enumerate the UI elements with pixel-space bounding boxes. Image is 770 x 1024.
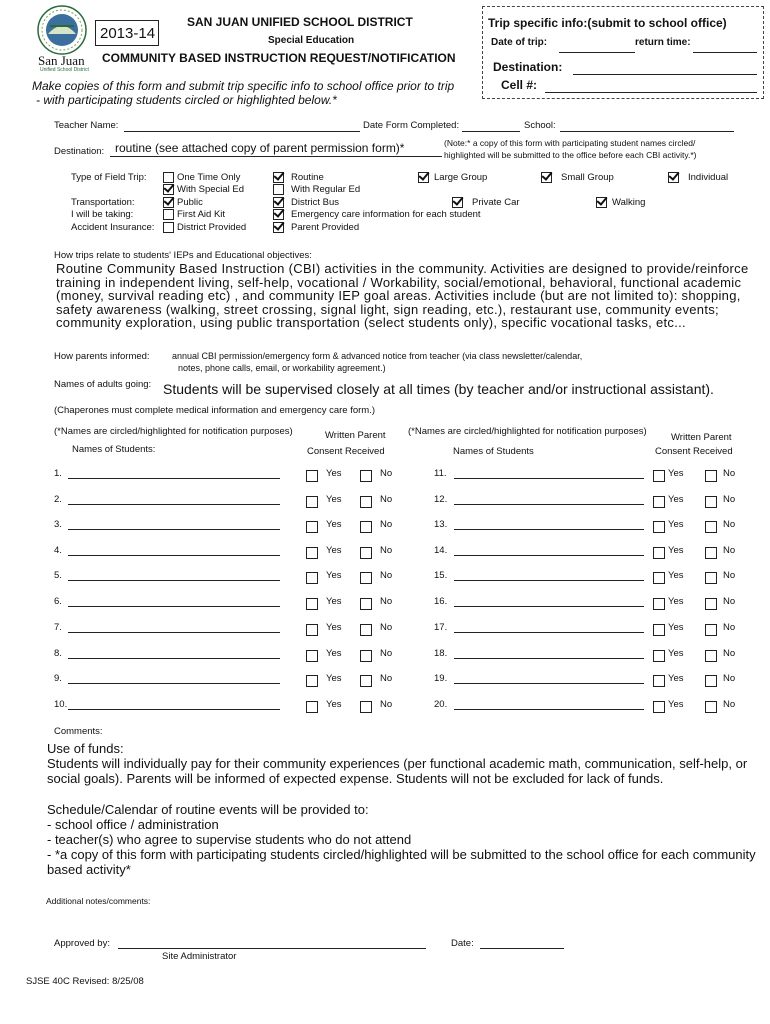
student-number: 6.	[54, 596, 62, 607]
consent-yes-label: Yes	[668, 570, 684, 581]
approved-by-line[interactable]	[118, 948, 426, 949]
student-name-line[interactable]	[68, 529, 280, 530]
consent-yes-label: Yes	[668, 494, 684, 505]
destination-label: Destination:	[54, 146, 105, 157]
teacher-name-label: Teacher Name:	[54, 120, 119, 131]
student-number: 18.	[434, 648, 448, 659]
schedule-item-3: - *a copy of this form with participating students circled/highlighted will be submitted to the school office for each community based activity*	[47, 847, 756, 877]
student-name-line[interactable]	[68, 555, 280, 556]
student-number: 2.	[54, 494, 62, 505]
district-title: SAN JUAN UNIFIED SCHOOL DISTRICT	[187, 15, 413, 29]
emergency-info-checkbox[interactable]	[273, 209, 284, 220]
date-completed-label: Date Form Completed:	[363, 120, 460, 131]
consent-no-checkbox[interactable]	[705, 470, 717, 482]
consent-header-left-2: Consent Received	[307, 446, 385, 457]
student-number: 4.	[54, 545, 62, 556]
consent-no-checkbox[interactable]	[705, 598, 717, 610]
schedule-heading: Schedule/Calendar of routine events will be provided to:	[47, 802, 369, 817]
destination-note-1: (Note:* a copy of this form with participating student names circled/	[444, 138, 696, 148]
type-of-trip-label: Type of Field Trip:	[71, 172, 147, 183]
consent-yes-label: Yes	[668, 673, 684, 684]
adults-going-label: Names of adults going:	[54, 379, 152, 390]
comments-label: Comments:	[54, 726, 103, 737]
consent-no-label: No	[723, 468, 736, 479]
consent-yes-checkbox[interactable]	[653, 675, 665, 687]
consent-no-label: No	[380, 622, 393, 633]
consent-yes-checkbox[interactable]	[306, 650, 318, 662]
taking-label: I will be taking:	[71, 209, 134, 220]
parent-provided-checkbox[interactable]	[273, 222, 284, 233]
student-name-line[interactable]	[454, 683, 644, 684]
student-name-line[interactable]	[68, 504, 280, 505]
student-number: 10.	[54, 699, 68, 710]
student-number: 8.	[54, 648, 62, 659]
trip-destination-line[interactable]	[573, 74, 757, 75]
consent-no-checkbox[interactable]	[705, 701, 717, 713]
consent-yes-label: Yes	[326, 673, 342, 684]
consent-yes-checkbox[interactable]	[653, 547, 665, 559]
names-note-right: (*Names are circled/highlighted for notification purposes)	[408, 426, 647, 437]
consent-yes-label: Yes	[326, 570, 342, 581]
consent-header-right-1: Written Parent	[671, 432, 732, 443]
consent-no-checkbox[interactable]	[705, 650, 717, 662]
consent-no-label: No	[380, 699, 393, 710]
use-of-funds-heading: Use of funds:	[47, 741, 124, 756]
student-number: 12.	[434, 494, 448, 505]
student-number: 1.	[54, 468, 62, 479]
consent-yes-label: Yes	[668, 596, 684, 607]
destination-value[interactable]: routine (see attached copy of parent permission form)*	[115, 141, 405, 155]
student-number: 5.	[54, 570, 62, 581]
insurance-label: Accident Insurance:	[71, 222, 155, 233]
student-name-line[interactable]	[454, 504, 644, 505]
student-name-line[interactable]	[454, 580, 644, 581]
with-special-ed-checkbox[interactable]	[163, 184, 174, 195]
parents-informed-value-2[interactable]: notes, phone calls, email, or workability agreement.)	[178, 363, 386, 373]
consent-no-checkbox[interactable]	[705, 624, 717, 636]
site-administrator-label: Site Administrator	[162, 951, 237, 962]
consent-no-label: No	[723, 622, 736, 633]
district-provided-label: District Provided	[177, 222, 247, 233]
teacher-name-line[interactable]	[124, 131, 360, 132]
consent-no-checkbox[interactable]	[360, 470, 372, 482]
consent-no-checkbox[interactable]	[360, 521, 372, 533]
department-title: Special Education	[268, 35, 355, 46]
consent-yes-checkbox[interactable]	[653, 572, 665, 584]
logo-text: San Juan	[38, 53, 85, 68]
student-number: 14.	[434, 545, 448, 556]
consent-yes-label: Yes	[326, 519, 342, 530]
consent-header-right-2: Consent Received	[655, 446, 733, 457]
parent-provided-label: Parent Provided	[291, 222, 360, 233]
small-group-checkbox[interactable]	[541, 172, 552, 183]
public-checkbox[interactable]	[163, 197, 174, 208]
consent-yes-label: Yes	[326, 622, 342, 633]
consent-yes-label: Yes	[326, 596, 342, 607]
individual-checkbox[interactable]	[668, 172, 679, 183]
student-number: 11.	[434, 468, 447, 479]
large-group-checkbox[interactable]	[418, 172, 429, 183]
student-number: 16.	[434, 596, 448, 607]
consent-yes-label: Yes	[668, 699, 684, 710]
consent-no-checkbox[interactable]	[360, 675, 372, 687]
schedule-item-2: - teacher(s) who agree to supervise students who do not attend	[47, 832, 412, 847]
consent-no-checkbox[interactable]	[360, 650, 372, 662]
parents-informed-label: How parents informed:	[54, 351, 150, 362]
consent-yes-checkbox[interactable]	[653, 650, 665, 662]
consent-no-label: No	[723, 494, 736, 505]
with-regular-ed-label: With Regular Ed	[291, 184, 361, 195]
consent-no-checkbox[interactable]	[705, 572, 717, 584]
student-name-line[interactable]	[68, 606, 280, 607]
consent-yes-checkbox[interactable]	[306, 598, 318, 610]
walking-label: Walking	[612, 197, 646, 208]
student-name-line[interactable]	[68, 683, 280, 684]
district-logo	[30, 4, 94, 56]
cell-line[interactable]	[545, 92, 757, 93]
consent-yes-label: Yes	[668, 519, 684, 530]
student-name-line[interactable]	[454, 632, 644, 633]
school-line[interactable]	[560, 131, 734, 132]
cell-label: Cell #:	[501, 78, 538, 92]
consent-no-checkbox[interactable]	[705, 521, 717, 533]
return-time-line[interactable]	[693, 52, 757, 53]
student-number: 19.	[434, 673, 448, 684]
trip-info-box	[482, 6, 764, 99]
consent-no-label: No	[723, 648, 736, 659]
consent-no-label: No	[723, 545, 736, 556]
district-bus-label: District Bus	[291, 197, 340, 208]
consent-yes-checkbox[interactable]	[306, 470, 318, 482]
year-box	[95, 20, 159, 46]
approved-by-label: Approved by:	[54, 938, 110, 949]
consent-yes-label: Yes	[668, 545, 684, 556]
student-name-line[interactable]	[68, 580, 280, 581]
student-name-line[interactable]	[68, 709, 280, 710]
names-header-right: Names of Students	[453, 446, 534, 457]
consent-yes-checkbox[interactable]	[306, 496, 318, 508]
date-completed-line[interactable]	[462, 131, 520, 132]
approval-date-label: Date:	[451, 938, 474, 949]
public-label: Public	[177, 197, 203, 208]
trip-info-heading: Trip specific info:(submit to school office)	[488, 16, 727, 30]
adults-going-value[interactable]: Students will be supervised closely at all times (by teacher and/or instructional assistant).	[163, 381, 714, 397]
consent-yes-checkbox[interactable]	[653, 470, 665, 482]
consent-yes-label: Yes	[326, 648, 342, 659]
return-time-label: return time:	[635, 37, 691, 48]
consent-no-checkbox[interactable]	[360, 624, 372, 636]
small-group-label: Small Group	[561, 172, 614, 183]
trip-date-label: Date of trip:	[491, 37, 548, 48]
student-number: 7.	[54, 622, 62, 633]
form-title: COMMUNITY BASED INSTRUCTION REQUEST/NOTIFICATION	[102, 51, 456, 65]
approval-date-line[interactable]	[480, 948, 564, 949]
consent-no-label: No	[380, 596, 393, 607]
parents-informed-value-1[interactable]: annual CBI permission/emergency form & advanced notice from teacher (via class newsletter/calendar,	[172, 351, 583, 361]
consent-yes-checkbox[interactable]	[306, 572, 318, 584]
one-time-label: One Time Only	[177, 172, 241, 183]
names-header-left: Names of Students:	[72, 444, 156, 455]
instructions-line-2: - with participating students circled or highlighted below.*	[36, 93, 337, 107]
consent-no-label: No	[723, 699, 736, 710]
consent-yes-label: Yes	[668, 648, 684, 659]
consent-no-label: No	[723, 570, 736, 581]
schedule-item-1: - school office / administration	[47, 817, 219, 832]
walking-checkbox[interactable]	[596, 197, 607, 208]
consent-yes-label: Yes	[326, 545, 342, 556]
year-value: 2013-14	[100, 25, 156, 42]
trip-destination-label: Destination:	[493, 60, 563, 74]
consent-yes-label: Yes	[326, 468, 342, 479]
emergency-info-label: Emergency care information for each student	[291, 209, 481, 220]
student-number: 3.	[54, 519, 62, 530]
trip-date-line[interactable]	[559, 52, 635, 53]
student-name-line[interactable]	[454, 606, 644, 607]
consent-no-label: No	[380, 494, 393, 505]
consent-no-label: No	[380, 648, 393, 659]
logo-subtext: Unified School District	[40, 67, 89, 73]
consent-yes-checkbox[interactable]	[653, 624, 665, 636]
consent-no-label: No	[723, 596, 736, 607]
consent-no-checkbox[interactable]	[360, 701, 372, 713]
student-name-line[interactable]	[68, 478, 280, 479]
individual-label: Individual	[688, 172, 729, 183]
consent-no-label: No	[380, 519, 393, 530]
private-car-checkbox[interactable]	[452, 197, 463, 208]
consent-yes-label: Yes	[668, 622, 684, 633]
student-number: 13.	[434, 519, 448, 530]
consent-yes-checkbox[interactable]	[306, 521, 318, 533]
consent-yes-label: Yes	[326, 494, 342, 505]
form-code: SJSE 40C Revised: 8/25/08	[26, 976, 144, 987]
consent-header-left-1: Written Parent	[325, 430, 386, 441]
destination-line	[110, 156, 442, 157]
consent-no-checkbox[interactable]	[360, 547, 372, 559]
with-special-ed-label: With Special Ed	[177, 184, 245, 195]
consent-yes-checkbox[interactable]	[653, 598, 665, 610]
chaperone-note: (Chaperones must complete medical information and emergency care form.)	[54, 405, 376, 416]
consent-no-label: No	[380, 545, 393, 556]
consent-yes-checkbox[interactable]	[306, 547, 318, 559]
consent-yes-checkbox[interactable]	[306, 624, 318, 636]
consent-no-checkbox[interactable]	[705, 547, 717, 559]
consent-yes-checkbox[interactable]	[653, 701, 665, 713]
with-regular-ed-checkbox[interactable]	[273, 184, 284, 195]
consent-no-label: No	[380, 570, 393, 581]
school-label: School:	[524, 120, 556, 131]
consent-yes-label: Yes	[668, 468, 684, 479]
private-car-label: Private Car	[472, 197, 520, 208]
destination-note-2: highlighted will be submitted to the office before each CBI activity.*)	[444, 150, 697, 160]
consent-no-label: No	[380, 673, 393, 684]
consent-yes-checkbox[interactable]	[653, 521, 665, 533]
student-name-line[interactable]	[454, 555, 644, 556]
objectives-text[interactable]: Routine Community Based Instruction (CBI) activities in the community. Activities are designed to provide/reinforce training in independent living, self-help, vocational / Workability, social/emotional, behavioral, functional academic (money, survival reading etc) , and community IEP goal areas. Activities include (but are not limited to): shopping, safety awareness (walking, street crossing, signal light, sign reading, etc.), restaurant use, community events; community exploration, using public transportation (select students only), specific vocational tasks, etc...	[56, 261, 749, 330]
student-name-line[interactable]	[454, 529, 644, 530]
consent-no-checkbox[interactable]	[705, 675, 717, 687]
student-name-line[interactable]	[454, 709, 644, 710]
names-note-left: (*Names are circled/highlighted for notification purposes)	[54, 426, 293, 437]
student-number: 17.	[434, 622, 448, 633]
instructions-line-1: Make copies of this form and submit trip specific info to school office prior to trip	[32, 79, 455, 93]
transportation-label: Transportation:	[71, 197, 135, 208]
consent-yes-label: Yes	[326, 699, 342, 710]
consent-no-label: No	[380, 468, 393, 479]
student-number: 15.	[434, 570, 448, 581]
first-aid-checkbox[interactable]	[163, 209, 174, 220]
student-number: 20.	[434, 699, 448, 710]
student-name-line[interactable]	[68, 658, 280, 659]
student-name-line[interactable]	[454, 478, 644, 479]
consent-yes-checkbox[interactable]	[306, 675, 318, 687]
first-aid-label: First Aid Kit	[177, 209, 226, 220]
consent-no-checkbox[interactable]	[360, 598, 372, 610]
consent-no-checkbox[interactable]	[360, 572, 372, 584]
large-group-label: Large Group	[434, 172, 488, 183]
consent-no-checkbox[interactable]	[705, 496, 717, 508]
district-provided-checkbox[interactable]	[163, 222, 174, 233]
use-of-funds-text[interactable]: Students will individually pay for their community experiences (per functional academic math, communication, self-help, or social goals). Parents will be informed of expected expense. Students will not be excluded for lack of funds.	[47, 756, 748, 786]
student-number: 9.	[54, 673, 62, 684]
consent-no-label: No	[723, 519, 736, 530]
consent-no-checkbox[interactable]	[360, 496, 372, 508]
consent-no-label: No	[723, 673, 736, 684]
additional-notes-label: Additional notes/comments:	[46, 896, 151, 906]
student-name-line[interactable]	[68, 632, 280, 633]
consent-yes-checkbox[interactable]	[306, 701, 318, 713]
student-name-line[interactable]	[454, 658, 644, 659]
objectives-label: How trips relate to students' IEPs and Educational objectives:	[54, 250, 312, 261]
routine-checkbox[interactable]	[273, 172, 284, 183]
routine-label: Routine	[291, 172, 324, 183]
consent-yes-checkbox[interactable]	[653, 496, 665, 508]
